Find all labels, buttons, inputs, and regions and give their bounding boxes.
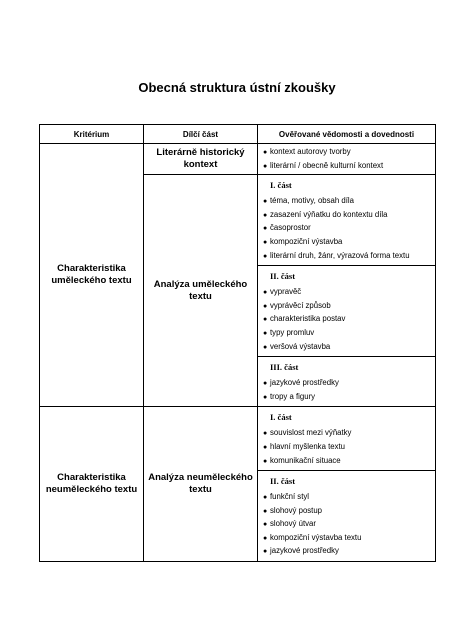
subpart-artistic-analysis: Analýza uměleckého textu: [144, 175, 258, 407]
header-row: [40, 125, 436, 144]
list-item: ● hlavní myšlenka textu: [263, 441, 345, 451]
list-item: ● charakteristika postav: [263, 314, 346, 324]
part-block: [258, 175, 435, 265]
table-row: [40, 407, 436, 562]
header-criterion: Kritérium: [40, 125, 144, 144]
structure-table: [39, 124, 436, 562]
list-item: ● vyprávěcí způsob: [263, 300, 331, 310]
header-skills: Ověřované vědomosti a dovednosti: [258, 125, 436, 144]
list-item: ● kompoziční výstavba textu: [263, 532, 362, 542]
page-title: Obecná struktura ústní zkoušky: [138, 80, 336, 95]
list-item: ● téma, motivy, obsah díla: [263, 196, 354, 206]
list-item: ● literární / obecně kulturní kontext: [263, 160, 384, 170]
list-item: ● slohový útvar: [263, 519, 316, 529]
skills-literary-context: [258, 144, 436, 175]
list-item: ● veršová výstavba: [263, 341, 331, 351]
list-item: ● vypravěč: [263, 287, 302, 297]
criterion-artistic: Charakteristika uměleckého textu: [40, 144, 144, 407]
list-item: ● tropy a figury: [263, 391, 316, 401]
list-item: ● literární druh, žánr, výrazová forma textu: [263, 250, 410, 260]
subpart-nonartistic-analysis: Analýza neuměleckého textu: [144, 407, 258, 562]
list-item: ● jazykové prostředky: [263, 546, 339, 556]
list-item: ● zasazení výňatku do kontextu díla: [263, 209, 388, 219]
list-item: ● funkční styl: [263, 492, 309, 502]
part-heading: I. část: [270, 180, 292, 191]
part-heading: I. část: [270, 412, 292, 423]
part-heading: II. část: [270, 476, 296, 487]
skills-nonartistic-analysis: [258, 407, 436, 562]
part-block: [258, 470, 435, 561]
part-heading: III. část: [270, 362, 299, 373]
subpart-literary-context: Literárně historický kontext: [144, 144, 258, 175]
criterion-nonartistic: Charakteristika neuměleckého textu: [40, 407, 144, 562]
list-item: ● slohový postup: [263, 505, 323, 515]
list-item: ● komunikační situace: [263, 455, 341, 465]
part-block: [258, 356, 435, 406]
list-item: ● časoprostor: [263, 223, 311, 233]
list-item: ● jazykové prostředky: [263, 378, 339, 388]
part-heading: II. část: [270, 271, 296, 282]
part-block: [258, 265, 435, 356]
list-item: ● typy promluv: [263, 327, 315, 337]
list-item: ● souvislost mezi výňatky: [263, 428, 352, 438]
table-row: [40, 144, 436, 175]
header-subpart: Dílčí část: [144, 125, 258, 144]
list-item: ● kontext autorovy tvorby: [263, 147, 351, 156]
skills-artistic-analysis: [258, 175, 436, 407]
list-item: ● kompoziční výstavba: [263, 236, 343, 246]
part-block: [258, 407, 435, 470]
